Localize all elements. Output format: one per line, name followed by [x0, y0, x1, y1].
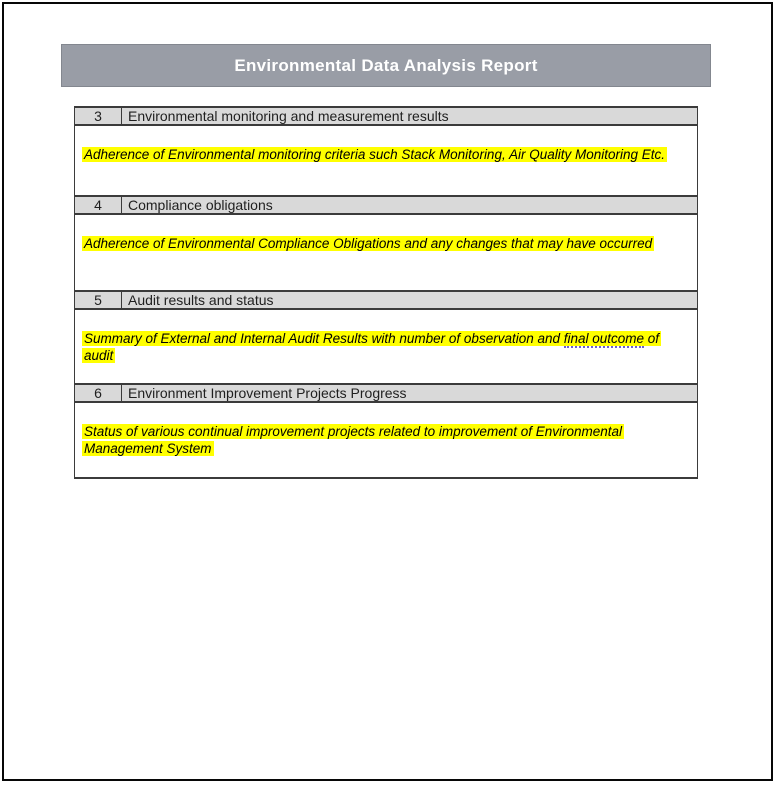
description-text: Adherence of Environmental monitoring criteria such Stack Monitoring, Air Quality Monitoring Etc. — [84, 147, 666, 162]
section-description-cell — [75, 310, 697, 383]
highlighted-description — [82, 147, 667, 162]
section-heading: Audit results and status — [128, 292, 274, 308]
section-description-cell — [75, 126, 697, 195]
section-description-cell — [75, 215, 697, 290]
description-text-after: of audit — [84, 331, 660, 363]
section-header-row — [75, 290, 697, 310]
section-number: 6 — [75, 385, 122, 401]
grammar-check-underline: final outcome — [563, 331, 645, 346]
description-text: Adherence of Environmental Compliance Obligations and any changes that may have occurred — [84, 236, 653, 251]
highlighted-description — [82, 236, 654, 251]
description-text: Summary of External and Internal Audit Results with number of observation and — [84, 331, 564, 346]
highlighted-description — [82, 331, 661, 363]
description-text: Status of various continual improvement projects related to improvement of Environmental Management System — [84, 424, 623, 456]
section-header-row — [75, 195, 697, 215]
highlighted-description — [82, 424, 624, 456]
report-title: Environmental Data Analysis Report — [234, 55, 538, 75]
report-table — [74, 106, 698, 479]
section-header-row — [75, 383, 697, 403]
section-number: 3 — [75, 108, 122, 124]
section-heading: Environmental monitoring and measurement results — [128, 108, 449, 124]
section-heading: Environment Improvement Projects Progress — [128, 385, 407, 401]
section-number: 4 — [75, 197, 122, 213]
section-number: 5 — [75, 292, 122, 308]
section-description-cell — [75, 403, 697, 477]
section-header-row — [75, 106, 697, 126]
section-heading: Compliance obligations — [128, 197, 273, 213]
report-title-banner — [61, 44, 711, 87]
